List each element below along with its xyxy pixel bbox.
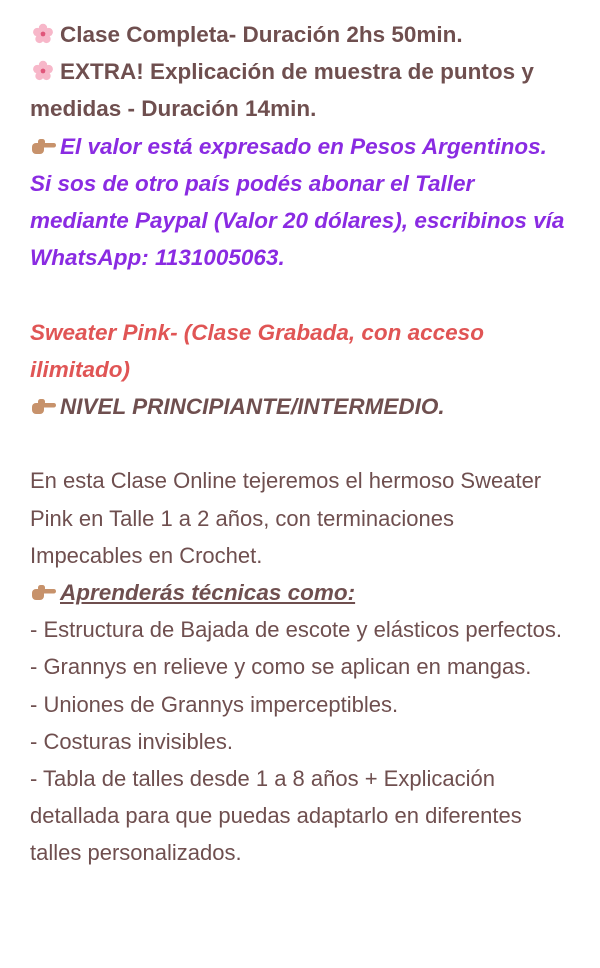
cherry-blossom-icon (30, 19, 58, 41)
product-title: Sweater Pink- (Clase Grabada, con acceso ilimitado) (30, 319, 484, 382)
technique-item: - Costuras invisibles. (30, 728, 233, 754)
pointing-hand-icon (30, 131, 58, 153)
price-note: El valor está expresado en Pesos Argentinos. Si sos de otro país podés abonar el Taller mediante Paypal (Valor 20 dólares), escribinos vía WhatsApp: 1131005063. (30, 128, 568, 277)
technique-item: - Estructura de Bajada de escote y elásticos perfectos. (30, 617, 562, 643)
technique-item: - Tabla de talles desde 1 a 8 años + Explicación detallada para que puedas adaptarlo en diferentes talles personalizados. (30, 766, 522, 866)
extra-line: EXTRA! Explicación de muestra de puntos y medidas - Duración 14min. (30, 53, 568, 127)
pointing-hand-icon (30, 391, 58, 413)
technique-item: - Uniones de Grannys imperceptibles. (30, 691, 399, 717)
techniques-heading: Aprenderás técnicas como: (30, 574, 568, 611)
pointing-hand-icon (30, 577, 58, 599)
spacer (30, 425, 568, 462)
duration-line: Clase Completa- Duración 2hs 50min. (30, 16, 568, 53)
intro-paragraph: En esta Clase Online tejeremos el hermoso Sweater Pink en Talle 1 a 2 años, con terminaciones Impecables en Crochet. (30, 468, 542, 568)
level-line: NIVEL PRINCIPIANTE/INTERMEDIO. (30, 388, 568, 425)
spacer (30, 276, 568, 313)
cherry-blossom-icon (30, 56, 58, 78)
technique-item: - Grannys en relieve y como se aplican en mangas. (30, 654, 532, 680)
